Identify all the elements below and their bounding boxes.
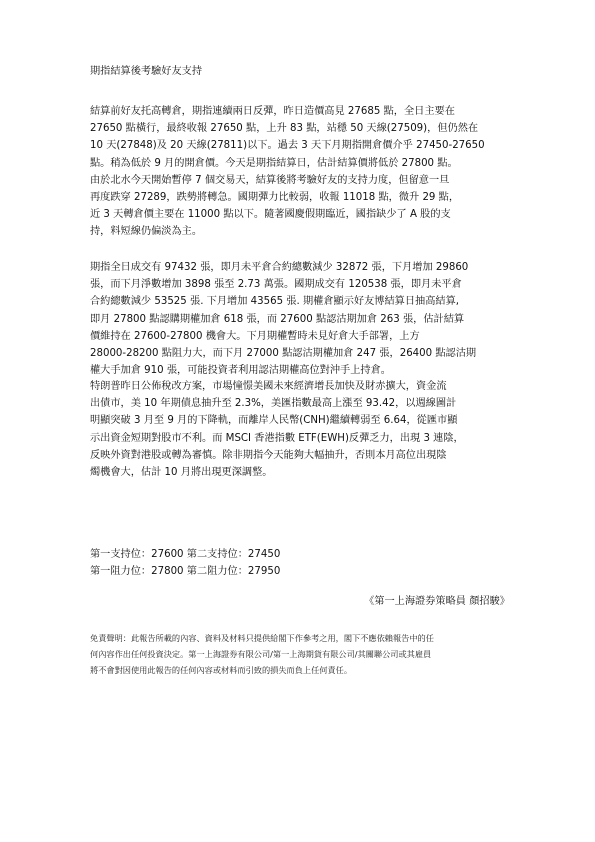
text-line: 示出資金短期對股市不利。而 MSCI 香港指數 ETF(EWH)反彈乏力，出現 3 連陰，	[90, 432, 464, 444]
text-line: 10 天(27848)及 20 天線(27811)以下。過去 3 天下月期指開倉價介乎 27450-27650	[90, 140, 485, 152]
text-line: 價維持在 27600-27800 機會大。下月期權暫時未見好倉大手部署，上方	[90, 330, 420, 342]
resistance-levels: 第一阻力位：27800 第二阻力位：27950	[90, 566, 281, 578]
text-line: 再度跌穿 27289，跌勢將轉急。國期彈力比較弱，收報 11018 點，微升 29 點，	[90, 192, 460, 204]
text-line: 近 3 天轉倉價主要在 11000 點以下。隨著國慶假期臨近，國指缺少了 A 股的支	[90, 209, 451, 221]
text-line: 合約總數減少 53525 張. 下月增加 43565 張. 期權倉顯示好友博結算日抽高結算,	[90, 296, 460, 308]
text-line: 27650 點橫行，最終收報 27650 點，上升 83 點，站穩 50 天線(27509)，但仍然在	[90, 123, 479, 135]
text-line: 張，而下月淨數增加 3898 張至 2.73 萬張。國期成交有 120538 張，即月未平倉	[90, 279, 462, 291]
text-line: 出債市，美 10 年期債息抽升至 2.3%，美匯指數最高上漲至 93.42，以週線圖計	[90, 398, 457, 410]
paragraph-market-summary	[90, 103, 514, 241]
text-line: 由於北水今天開始暫停 7 個交易天，結算後將考驗好友的支持力度，但留意一旦	[90, 174, 450, 186]
text-line: 燭機會大，估計 10 月將出現更深調整。	[90, 467, 273, 479]
disclaimer-line: 何內容作出任何投資決定。第一上海證券有限公司/第一上海期貨有限公司/其關聯公司或其雇員	[90, 648, 432, 659]
support-levels: 第一支持位：27600 第二支持位：27450	[90, 549, 281, 560]
text-line: 反映外資對港股或轉為審慎。除非期指今天能夠大幅抽升，否則本月高位出現陰	[90, 449, 447, 461]
text-line: 期指全日成交有 97432 張，即月未平倉合約總數減少 32872 張，下月增加 29860	[90, 262, 469, 273]
paragraph-open-interest	[90, 259, 514, 379]
text-line: 28000-28200 點阻力大，而下月 27000 點認沽期權加倉 247 張，26400 點認沽期	[90, 348, 477, 360]
text-line: 明顯突破 3 月至 9 月的下降軌，而離岸人民幣(CNH)繼續轉弱至 6.64，從匯市顯	[90, 415, 458, 427]
disclaimer-line: 將不會對因使用此報告的任何內容或材料而引致的損失而負上任何責任。	[90, 664, 353, 675]
disclaimer	[90, 631, 514, 678]
text-line: 點。稍為低於 9 月的開倉價。今天是期指結算日，估計結算價將低於 27800 點。	[90, 157, 458, 169]
text-line: 持，料短線仍偏淡為主。	[90, 226, 203, 238]
text-line: 權大手加倉 910 張，可能投資者利用認沽期權高位對沖手上持倉。	[90, 365, 391, 377]
text-line: 特朗普昨日公佈稅改方案，市場憧憬美國未來經濟增長加快及財赤擴大，資金流	[90, 381, 447, 392]
disclaimer-line: 免責聲明：此報告所載的內容、資料及材料只提供給閣下作參考之用，閣下不應依賴報告中的任	[90, 633, 434, 643]
author-signature: 《第一上海證券策略員 顏招駿》	[364, 596, 510, 607]
text-line: 即月 27800 點認購期權加倉 618 張，而 27600 點認沽期加倉 263 張，估計結算	[90, 313, 465, 325]
text-line: 結算前好友托高轉倉，期指連續兩日反彈，昨日造價高見 27685 點，全日主要在	[90, 106, 455, 117]
paragraph-macro-outlook	[90, 378, 514, 481]
document-title: 期指結算後考驗好友支持	[90, 66, 203, 77]
support-resistance-levels	[90, 546, 280, 580]
